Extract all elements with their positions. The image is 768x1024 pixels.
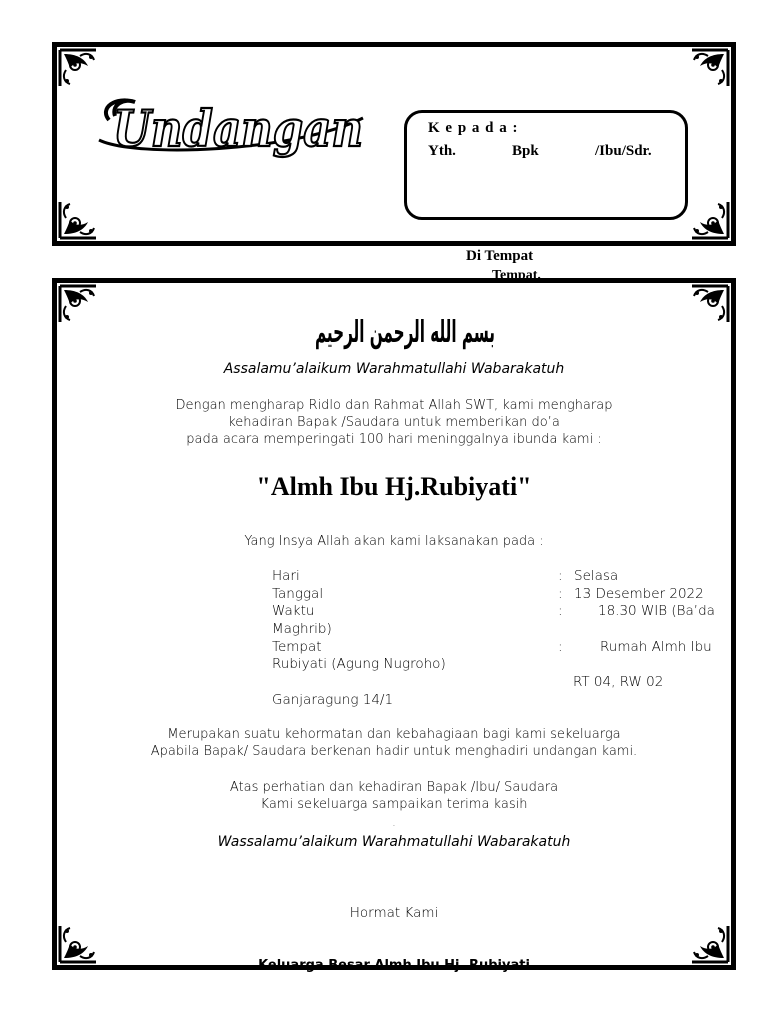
waktu-value: 18.30 WIB (Ba’da bbox=[598, 603, 715, 619]
intro-line-2: kehadiran Bapak /Saudara untuk memberikan do’a bbox=[228, 415, 560, 430]
tempat-continuation: Rubiyati (Agung Nugroho) bbox=[272, 656, 446, 672]
tempat-value: Rumah Almh Ibu bbox=[600, 639, 712, 655]
waktu-continuation: Maghrib) bbox=[272, 621, 332, 637]
corner-ornament-icon bbox=[690, 284, 730, 324]
hari-value: Selasa bbox=[574, 568, 619, 584]
hari-colon: : bbox=[558, 568, 563, 584]
greeting: Assalamu’alaikum Warahmatullahi Wabarakatuh bbox=[223, 361, 565, 377]
recipient-bpk: Bpk bbox=[512, 143, 539, 159]
closing-line-1: Merupakan suatu kehormatan dan kebahagiaan bagi kami sekeluarga bbox=[167, 727, 621, 742]
tempat-label: Tempat bbox=[272, 639, 322, 655]
hari-label: Hari bbox=[272, 568, 300, 584]
intro-line-1: Dengan mengharap Ridlo dan Rahmat Allah SWT, kami mengharap bbox=[175, 398, 613, 413]
tanggal-colon: : bbox=[558, 586, 563, 602]
recipient-tempat-overflow: Tempat. bbox=[492, 268, 541, 283]
hormat-kami: Hormat Kami bbox=[349, 905, 439, 921]
address-continuation: Ganjaragung 14/1 bbox=[272, 692, 394, 708]
thanks-line-1: Atas perhatian dan kehadiran Bapak /Ibu/ Saudara bbox=[229, 780, 559, 795]
schedule-intro: Yang Insya Allah akan kami laksanakan pada : bbox=[244, 534, 544, 549]
waktu-label: Waktu bbox=[272, 603, 315, 619]
svg-text:بسم الله الرحمن الرحيم: بسم الله الرحمن الرحيم bbox=[315, 315, 495, 350]
signature-overflow: Keluarga Besar Almh Ibu Hj. Rubiyati bbox=[258, 958, 530, 973]
recipient-kepada: K e p a d a : bbox=[428, 120, 519, 136]
letter-frame bbox=[52, 278, 736, 970]
recipient-ibu-sdr: /Ibu/Sdr. bbox=[595, 143, 652, 159]
intro-line-3: pada acara memperingati 100 hari meninggalnya ibunda kami : bbox=[186, 432, 602, 447]
dot: . bbox=[392, 818, 396, 829]
undangan-title-logo bbox=[95, 88, 370, 168]
svg-text:Undangan: Undangan bbox=[113, 99, 363, 158]
closing-line-2: Apabila Bapak/ Saudara berkenan hadir untuk menghadiri undangan kami. bbox=[150, 744, 638, 759]
recipient-yth: Yth. bbox=[428, 143, 456, 159]
corner-ornament-icon bbox=[58, 48, 98, 88]
tempat-colon: : bbox=[558, 639, 563, 655]
recipient-di-tempat: Di Tempat bbox=[466, 248, 534, 264]
farewell: Wassalamu’alaikum Warahmatullahi Wabarakatuh bbox=[217, 834, 571, 850]
deceased-name: "Almh Ibu Hj.Rubiyati" bbox=[256, 472, 532, 501]
corner-ornament-icon bbox=[58, 200, 98, 240]
tanggal-label: Tanggal bbox=[272, 586, 324, 602]
rt-rw: RT 04, RW 02 bbox=[573, 674, 664, 690]
tanggal-value: 13 Desember 2022 bbox=[574, 586, 704, 602]
bismillah-calligraphy bbox=[310, 296, 500, 358]
corner-ornament-icon bbox=[690, 200, 730, 240]
corner-ornament-icon bbox=[690, 48, 730, 88]
corner-ornament-icon bbox=[58, 284, 98, 324]
thanks-line-2: Kami sekeluarga sampaikan terima kasih bbox=[260, 797, 528, 812]
waktu-colon: : bbox=[558, 603, 563, 619]
